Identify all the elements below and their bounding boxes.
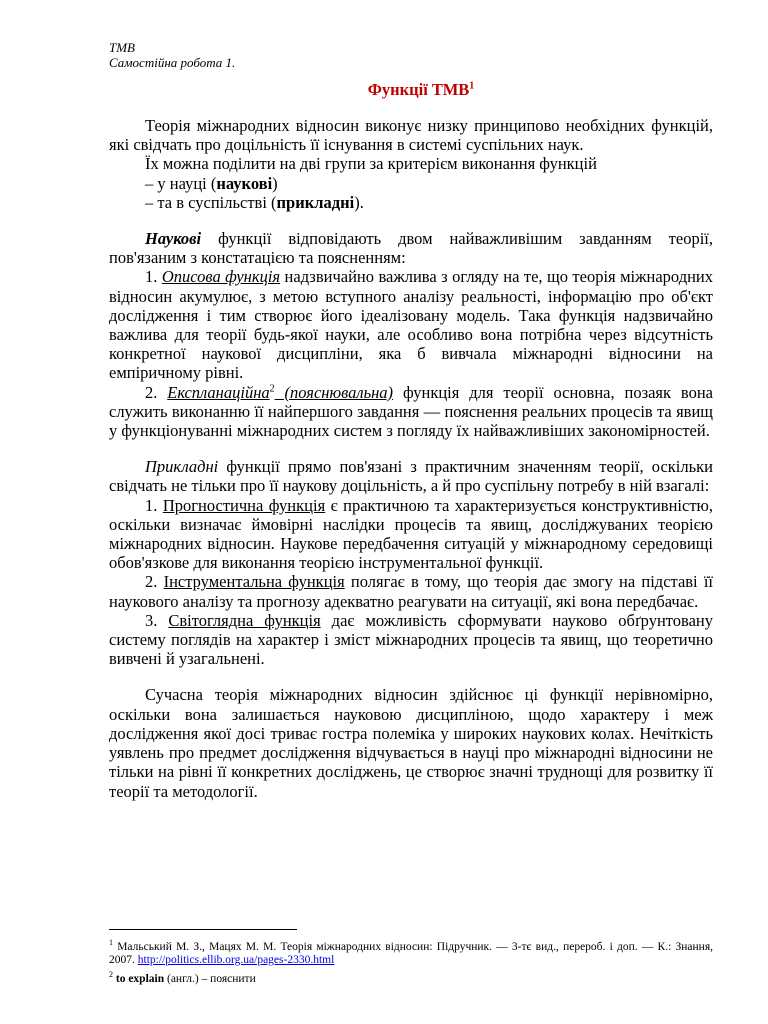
item-number: 3. bbox=[145, 610, 169, 630]
item-text: дає можливість сформувати науково обґрунтовану систему поглядів на характер і зміст міжнародних процесів та явищ, що теоретично вивчені й узагальнені. bbox=[109, 610, 714, 669]
header-assignment: Самостійна робота 1. bbox=[109, 55, 236, 70]
group-scientific bbox=[109, 174, 713, 193]
group-scientific-bold: наукові bbox=[216, 173, 273, 193]
group-scientific-pre: – у науці ( bbox=[145, 173, 217, 193]
applied-item-instrumental bbox=[109, 572, 713, 610]
document-page bbox=[109, 40, 713, 801]
group-applied-post: ). bbox=[354, 192, 364, 212]
scientific-lead bbox=[109, 229, 713, 267]
footnote-text: Мальський М. З., Мацях М. М. Теорія міжнародних відносин: Підручник. — 3-тє вид., перероб. і доп. — К.: Знання, 2007. bbox=[109, 940, 713, 967]
header-course: ТМВ bbox=[109, 40, 135, 55]
item-number: 1. bbox=[145, 267, 162, 287]
item-number: 1. bbox=[145, 495, 163, 515]
item-term: Описова функція bbox=[161, 267, 281, 287]
applied-item-worldview bbox=[109, 611, 713, 669]
applied-lead bbox=[109, 457, 713, 495]
scientific-lead-text: функції відповідають двом найважливішим завданням теорії, пов'язаним з констатацією та поясненням: bbox=[109, 229, 713, 268]
item-number: 2. bbox=[145, 572, 164, 592]
footnote-2 bbox=[109, 968, 713, 986]
groups-paragraph: Їх можна поділити на дві групи за критерієм виконання функцій bbox=[145, 154, 597, 174]
group-applied-bold: прикладні bbox=[276, 192, 355, 212]
page-title bbox=[109, 80, 713, 100]
footnote-number: 1 bbox=[109, 938, 113, 947]
intro-paragraph: Теорія міжнародних відносин виконує низку принципово необхідних функцій, які свідчать про доцільність її існування в системі суспільних наук. bbox=[109, 116, 713, 155]
item-text: надзвичайно важлива з огляду на те, що теорія міжнародних відносин акумулює, з метою вступного аналізу реальності, інформацію про об'єкт дослідження і тим створює його ідеалізовану модель. Така функція надзвичайно важлива для теорії будь-якої науки, але особливо вона потрібна через відсутність конкретної наукової дисципліни, яка б вивчала міжнародні відносини на емпіричному рівні. bbox=[109, 267, 714, 383]
applied-lead-term: Прикладні bbox=[145, 457, 219, 477]
footnote-term: to explain bbox=[113, 972, 165, 985]
applied-item-prognostic bbox=[109, 496, 713, 573]
scientific-lead-term: Наукові bbox=[145, 229, 202, 249]
applied-lead-text: функції прямо пов'язані з практичним значенням теорії, оскільки свідчать не тільки про її наукову доцільність, а й про суспільну потребу в ній взагалі: bbox=[109, 457, 713, 496]
group-applied-pre: – та в суспільстві ( bbox=[145, 192, 277, 212]
group-scientific-post: ) bbox=[272, 173, 278, 193]
item-text: функція для теорії основна, позаяк вона служить виконанню її найпершого завдання — пояснення реальних процесів та явищ у функціонуванні міжнародних систем з погляду їх найважливіших закономірностей. bbox=[109, 382, 714, 441]
item-number: 2. bbox=[145, 382, 168, 402]
scientific-item-descriptive bbox=[109, 267, 713, 382]
item-text: є практичною та характеризується конструктивністю, оскільки визначає ймовірні наслідки процесів та явищ, досліджуваних теорією міжнародних відносин. Наукове передбачення ситуацій у міжнародному середовищі обов'язкове для виконання теорією інструментальної функції. bbox=[109, 495, 713, 573]
item-term: Експланаційна bbox=[167, 382, 270, 402]
item-text: полягає в тому, що теорія дає змогу на підставі її наукового аналізу та прогнозу адекватно реагувати на ситуації, які вона передбачає. bbox=[109, 572, 714, 611]
item-term: Світоглядна функція bbox=[168, 610, 321, 630]
footnote-divider bbox=[109, 929, 297, 930]
footnote-text: (англ.) – пояснити bbox=[164, 972, 256, 985]
item-term-suffix: (пояснювальна) bbox=[274, 382, 394, 402]
footnote-ref-2[interactable]: 2 bbox=[269, 383, 275, 395]
title-text: Функції ТМВ bbox=[367, 80, 470, 99]
footnote-link[interactable]: http://politics.ellib.org.ua/pages-2330.html bbox=[137, 954, 335, 967]
footnotes bbox=[109, 936, 713, 986]
conclusion-paragraph: Сучасна теорія міжнародних відносин здійснює ці функції нерівномірно, оскільки вона залишається науковою дисципліною, щодо характеру і меж дослідження якої досі триває гостра полеміка у широких наукових колах. Нечіткість уявлень про предмет дослідження відчувається в науці про міжнародні відносини не тільки на рівні її конкретних досліджень, це створює значні труднощі для розвитку її теорії та методології. bbox=[109, 685, 713, 801]
scientific-item-explanatory bbox=[109, 383, 713, 441]
group-applied bbox=[109, 193, 713, 212]
item-term: Інструментальна функція bbox=[163, 572, 345, 592]
title-footnote-ref[interactable]: 1 bbox=[469, 80, 475, 92]
footnote-1 bbox=[109, 936, 713, 968]
footnote-number: 2 bbox=[109, 969, 113, 979]
item-term: Прогностична функція bbox=[162, 495, 326, 515]
